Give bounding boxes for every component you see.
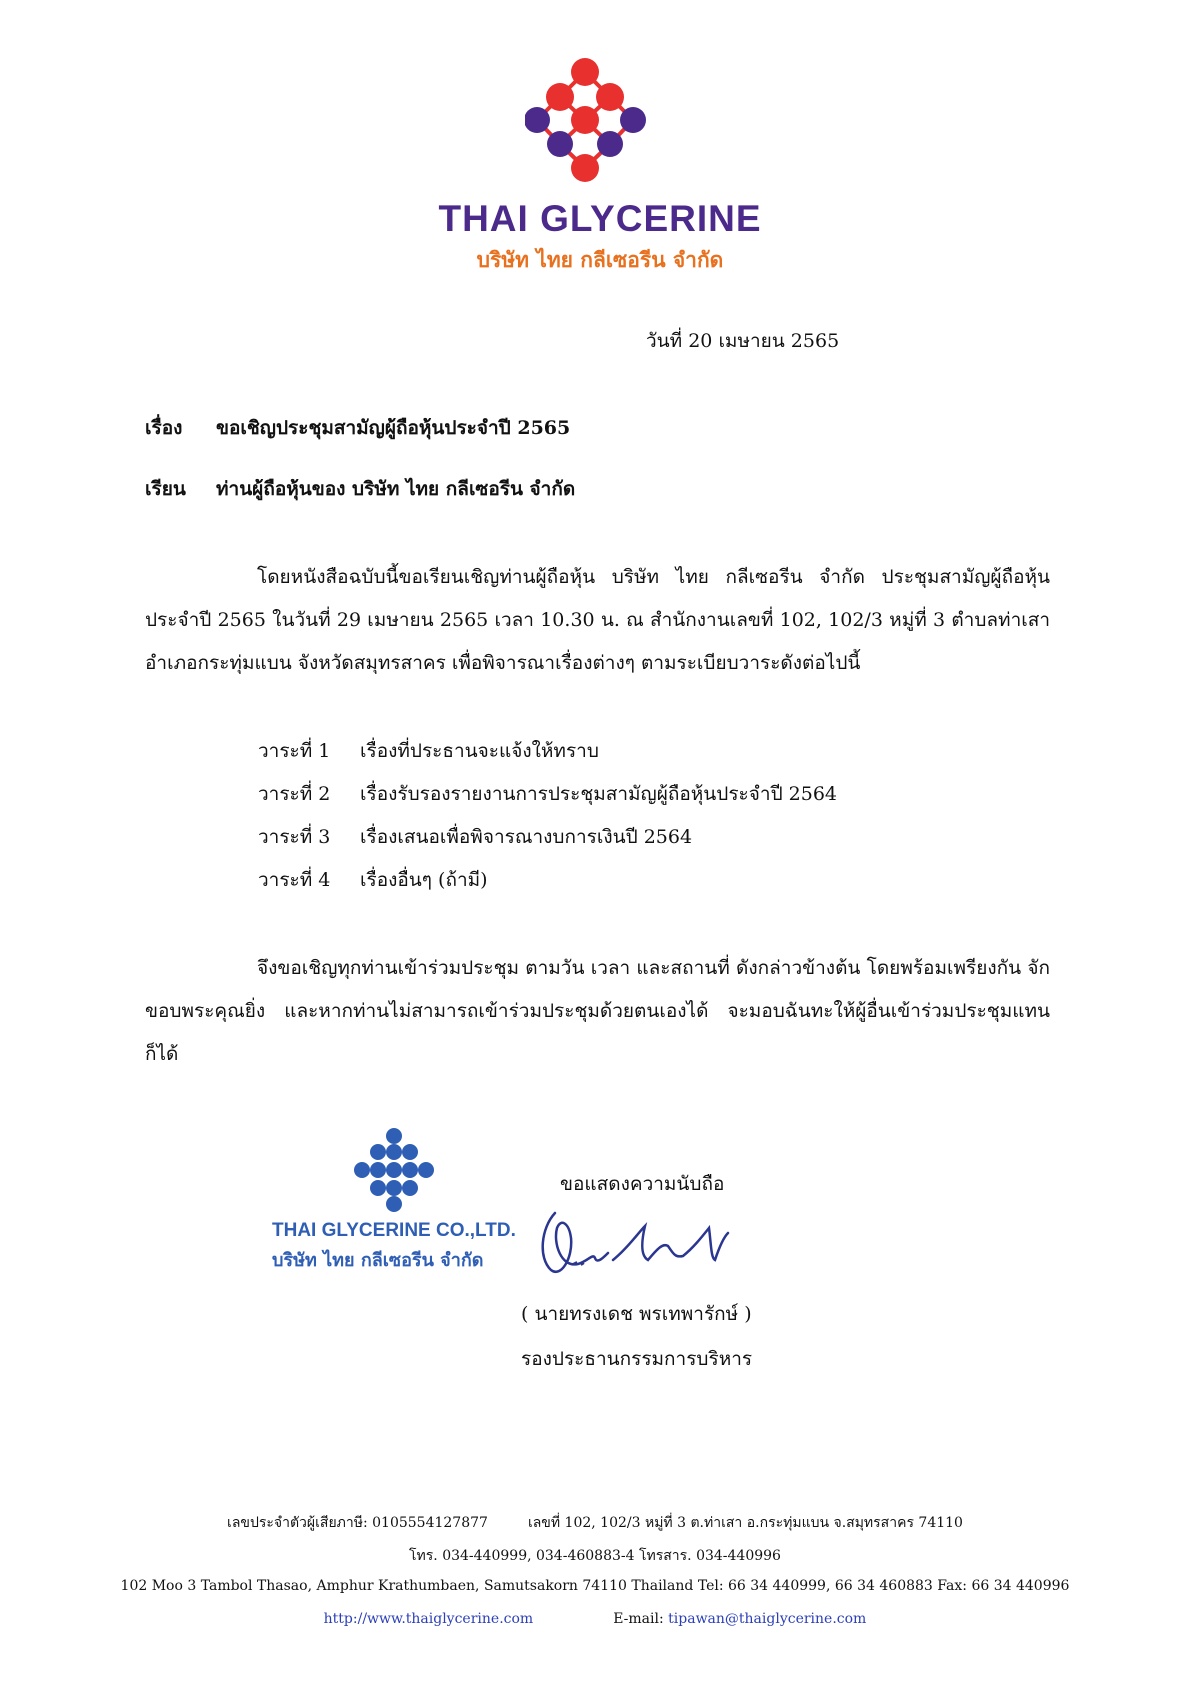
agenda-number: วาระที่ 3 — [258, 826, 331, 848]
website-link[interactable]: http://www.thaiglycerine.com — [323, 1611, 534, 1627]
agenda-text: เรื่องอื่นๆ (ถ้ามี) — [360, 869, 488, 891]
agenda-text: เรื่องรับรองรายงานการประชุมสามัญผู้ถือหุ้นประจำปี 2564 — [360, 783, 838, 805]
body-paragraph-2 — [145, 947, 1050, 1076]
agenda-text: เรื่องเสนอเพื่อพิจารณางบการเงินปี 2564 — [360, 826, 693, 848]
footer-address-en: 102 Moo 3 Tambol Thasao, Amphur Krathumbaen, Samutsakorn 74110 Thailand Tel: 66 34 440999, 66 34 460883 Fax: 66 34 440996 — [120, 1578, 1070, 1594]
agenda-number: วาระที่ 1 — [258, 740, 331, 762]
recipient-text: ท่านผู้ถือหุ้นของ บริษัท ไทย กลีเซอรีน จำกัด — [216, 478, 576, 500]
agenda-item — [258, 822, 837, 865]
agenda-number: วาระที่ 4 — [258, 869, 331, 891]
body-paragraph-1-text: โดยหนังสือฉบับนี้ขอเรียนเชิญท่านผู้ถือหุ้น บริษัท ไทย กลีเซอรีน จำกัด ประชุมสามัญผู้ถือหุ้นประจำปี 2565 ในวันที่ 29 เมษายน 2565 เวลา 10.30 น. ณ สำนักงานเลขที่ 102, 102/3 หมู่ที่ 3 ตำบลท่าเสา อำเภอกระทุ่มแบน จังหวัดสมุทรสาคร เพื่อพิจารณาเรื่องต่างๆ ตามระเบียบวาระดังต่อไปนี้ — [145, 566, 1050, 674]
brand-name-th: บริษัท ไทย กลีเซอรีน จำกัด — [476, 248, 724, 272]
email-link[interactable]: tipawan@thaiglycerine.com — [668, 1611, 867, 1627]
email-label: E-mail: — [613, 1611, 664, 1627]
body-paragraph-1 — [145, 556, 1050, 685]
agenda-list — [258, 736, 837, 908]
stamp-name-en: THAI GLYCERINE CO.,LTD. — [272, 1220, 516, 1241]
recipient-label: เรียน — [145, 478, 186, 500]
signer-name: ( นายทรงเดช พรเทพารักษ์ ) — [521, 1303, 752, 1325]
brand-name-en: THAI GLYCERINE — [438, 198, 762, 239]
footer-line-1 — [0, 1512, 1190, 1534]
subject-text: ขอเชิญประชุมสามัญผู้ถือหุ้นประจำปี 2565 — [216, 417, 571, 439]
agenda-number: วาระที่ 2 — [258, 783, 331, 805]
footer-tax-id: เลขประจำตัวผู้เสียภาษี: 0105554127877 — [227, 1515, 488, 1531]
signer-position: รองประธานกรรมการบริหาร — [521, 1348, 753, 1370]
molecule-logo-icon — [525, 52, 670, 197]
signature-icon — [533, 1198, 743, 1288]
body-paragraph-2-text: จึงขอเชิญทุกท่านเข้าร่วมประชุม ตามวัน เวลา และสถานที่ ดังกล่าวข้างต้น โดยพร้อมเพรียงกัน จักขอบพระคุณยิ่ง และหากท่านไม่สามารถเข้าร่วมประชุมด้วยตนเองได้ จะมอบฉันทะให้ผู้อื่นเข้าร่วมประชุมแทนก็ได้ — [145, 957, 1050, 1065]
footer-address-th: เลขที่ 102, 102/3 หมู่ที่ 3 ต.ท่าเสา อ.กระทุ่มแบน จ.สมุทรสาคร 74110 — [527, 1515, 963, 1531]
letter-date: วันที่ 20 เมษายน 2565 — [646, 330, 840, 352]
subject-label: เรื่อง — [145, 417, 183, 439]
agenda-item — [258, 865, 837, 908]
company-stamp-icon — [352, 1128, 436, 1212]
footer-contact — [0, 1611, 1190, 1627]
footer-phone-th: โทร. 034-440999, 034-460883-4 โทรสาร. 034-440996 — [409, 1548, 781, 1564]
agenda-text: เรื่องที่ประธานจะแจ้งให้ทราบ — [360, 740, 599, 762]
agenda-item — [258, 779, 837, 822]
closing-text: ขอแสดงความนับถือ — [560, 1173, 725, 1195]
agenda-item — [258, 736, 837, 779]
stamp-name-th: บริษัท ไทย กลีเซอรีน จำกัด — [272, 1250, 484, 1271]
